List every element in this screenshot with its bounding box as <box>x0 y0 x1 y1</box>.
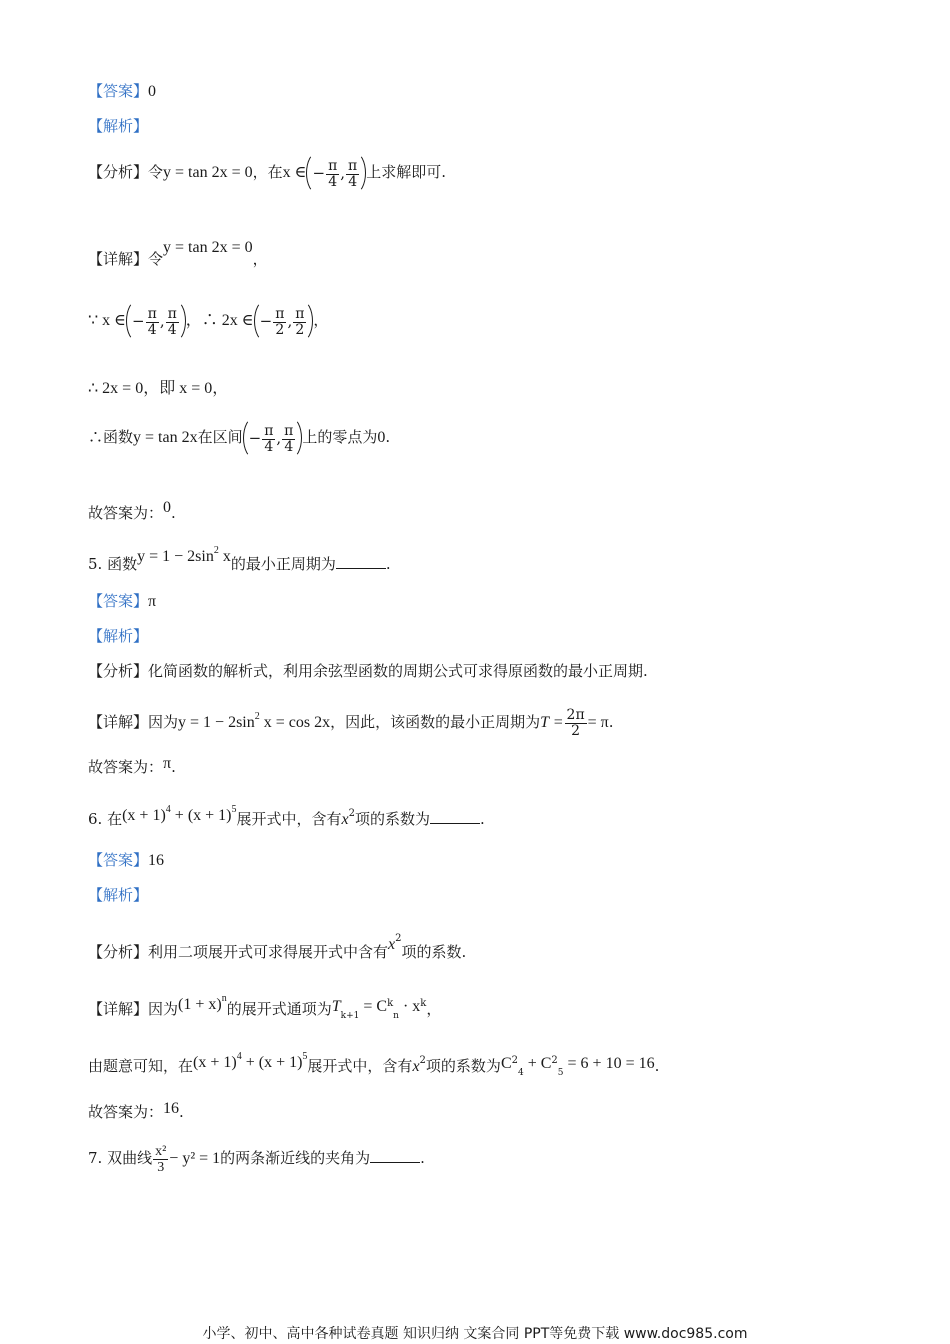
fraction-pi-2 <box>273 307 286 338</box>
q6-analysis-pre: 利用二项展开式可求得展开式中含有 <box>148 943 389 961</box>
q4-analysis-mid: ，在 <box>252 163 283 181</box>
minus-sign: − <box>248 429 262 447</box>
q4-detail-1-pre: 令 <box>148 250 164 268</box>
q6-line2-post: 项的系数为 <box>425 1057 501 1075</box>
q4-answer-value: 0 <box>148 83 157 100</box>
analysis-head-label: 【解析】 <box>88 627 149 645</box>
q4-analysis-head <box>88 115 148 137</box>
frac-den: 4 <box>147 321 157 338</box>
q4-detail-4-pre: ∴函数 <box>88 428 134 446</box>
final-label: 故答案为： <box>88 504 164 522</box>
fraction-pi-4 <box>282 424 295 455</box>
q6-plus: + <box>170 807 188 824</box>
q6-line2-plus2: + C <box>523 1055 552 1072</box>
detail-label: 【详解】 <box>88 1000 149 1018</box>
q5-stem-end: . <box>385 555 391 573</box>
q6-stem-x: x <box>341 811 349 828</box>
frac-den: 2 <box>571 722 581 739</box>
q4-detail-2b: ，∴ 2x ∈ <box>185 312 254 329</box>
answer-label: 【答案】 <box>88 82 149 100</box>
q5-detail-expr2: x = cos 2x <box>259 714 331 731</box>
q6-stem-post: 项的系数为 <box>355 810 431 828</box>
final-label: 故答案为： <box>88 758 164 776</box>
fraction-pi-4 <box>346 159 359 190</box>
q5-detail-mid: ，因此，该函数的最小正周期为 <box>330 713 541 731</box>
minus-sign: − <box>132 312 145 330</box>
q6-exp2: 5 <box>231 804 237 815</box>
q6-detail-C-sub: n <box>393 1011 399 1021</box>
answer-label: 【答案】 <box>88 592 149 610</box>
frac-num: π <box>284 422 294 439</box>
q4-analysis-expr: y = tan 2x = 0 <box>163 164 253 181</box>
q4-analysis-pre: 令 <box>148 163 164 181</box>
q4-final <box>88 497 176 524</box>
q4-detail-4-val: 0 <box>377 429 386 446</box>
q6-answer-value: 16 <box>148 852 165 869</box>
q6-analysis-x: x <box>388 936 396 953</box>
analysis-label: 【分析】 <box>88 943 149 961</box>
frac-den: 4 <box>348 173 358 190</box>
frac-den: 2 <box>295 321 305 338</box>
frac-num: π <box>275 305 285 322</box>
q6-detail-T: T <box>331 998 341 1015</box>
q6-line2-exp1: 4 <box>236 1051 242 1062</box>
q4-detail-4-end: . <box>385 428 391 446</box>
q6-detail-expr-main: (1 + x) <box>178 996 222 1013</box>
detail-label: 【详解】 <box>88 713 149 731</box>
q5-detail-pre: 因为 <box>148 713 179 731</box>
q4-detail-2a: ∵ x ∈ <box>88 312 127 329</box>
q6-detail-expr <box>178 993 227 1013</box>
q6-line2-pre: 由题意可知，在 <box>88 1057 194 1075</box>
q6-line2-expr2: (x + 1) <box>258 1054 303 1071</box>
q6-line2-C1-sub: 4 <box>517 1068 524 1078</box>
q5-detail-eq: = π <box>587 714 609 731</box>
q6-detail-2 <box>88 1046 659 1084</box>
q6-expr2: (x + 1) <box>187 807 232 824</box>
q4-detail-2c: ， <box>313 311 329 329</box>
q6-line2-result: = 6 + 10 = 16 <box>563 1055 655 1072</box>
q6-detail-eq: = C <box>359 998 388 1015</box>
q6-stem-x-exp: 2 <box>348 808 355 819</box>
fraction-pi-2 <box>293 307 306 338</box>
q4-detail-3 <box>88 377 228 400</box>
answer-blank <box>370 1148 420 1163</box>
q4-detail-1-post: ， <box>252 250 268 268</box>
frac-num: 2π <box>566 706 585 723</box>
comma: , <box>159 312 165 330</box>
q6-line2-x: x <box>412 1058 420 1075</box>
interval-neg-pi2-pi2 <box>254 300 314 342</box>
frac-num: π <box>328 157 338 174</box>
detail-label: 【详解】 <box>88 250 149 268</box>
frac-den: 4 <box>328 173 338 190</box>
q7-stem-expr: − y² = 1 <box>169 1150 221 1167</box>
q6-line2-end: . <box>654 1057 660 1075</box>
q5-answer-value: π <box>148 593 157 610</box>
q6-stem-pre: 6. 在 <box>88 810 123 828</box>
q6-detail-C-sup: k <box>387 998 394 1009</box>
minus-sign: − <box>312 164 326 182</box>
q6-line2-x-exp: 2 <box>419 1055 426 1066</box>
q6-analysis-post: 项的系数. <box>401 943 467 961</box>
frac-num: x² <box>155 1143 167 1159</box>
q6-detail-x-exp: k <box>420 998 427 1009</box>
q6-line2-C2-sub: 5 <box>557 1068 564 1078</box>
final-label: 故答案为： <box>88 1103 164 1121</box>
q4-detail-4-mid: 在区间 <box>197 428 243 446</box>
q5-detail-expr-main: y = 1 − 2sin <box>178 714 255 731</box>
q6-final-val: 16 <box>163 1100 180 1117</box>
q5-analysis-head <box>88 625 148 647</box>
q5-final-end: . <box>171 758 176 776</box>
q6-detail-end: ， <box>426 1000 442 1018</box>
q5-stem-post: 的最小正周期为 <box>230 555 336 573</box>
q4-detail-1 <box>88 237 268 270</box>
fraction-pi-4 <box>262 424 275 455</box>
comma: , <box>287 312 293 330</box>
fraction-x2-3 <box>153 1144 168 1175</box>
q6-stem-end: . <box>480 810 485 828</box>
q6-stem <box>88 799 485 831</box>
frac-den: 2 <box>275 321 285 338</box>
q5-detail-expr <box>178 711 331 731</box>
frac-den: 4 <box>167 321 177 338</box>
q4-final-val: 0 <box>163 499 172 516</box>
q6-expr1: (x + 1) <box>122 807 166 824</box>
analysis-head-label: 【解析】 <box>88 117 149 135</box>
fraction-pi-4 <box>326 159 339 190</box>
frac-num: π <box>264 422 274 439</box>
q5-stem-exp: 2 <box>213 545 219 556</box>
minus-sign: − <box>259 312 273 330</box>
frac-den: 4 <box>284 438 294 455</box>
q5-stem-var: x <box>218 548 231 565</box>
interval-neg-pi4-pi4 <box>243 417 303 459</box>
q5-stem-expr-main: y = 1 − 2sin <box>137 548 214 565</box>
q6-stem-expr <box>122 804 237 824</box>
q6-detail-1 <box>88 988 441 1027</box>
q6-line2-C1: C <box>500 1055 512 1072</box>
q5-detail-exp: 2 <box>254 711 260 722</box>
q6-detail-T-sub: k+1 <box>340 1011 360 1021</box>
q5-analysis-text: 化简函数的解析式，利用余弦型函数的周期公式可求得原函数的最小正周期. <box>148 662 648 680</box>
answer-label: 【答案】 <box>88 851 149 869</box>
q5-final-val: π <box>163 755 172 772</box>
q4-analysis-line <box>88 150 446 195</box>
q7-stem-post: 的两条渐近线的夹角为 <box>220 1149 371 1167</box>
q5-stem-expr <box>137 545 231 565</box>
q4-detail-1-expr: y = tan 2x = 0 <box>163 239 253 256</box>
q6-final-end: . <box>179 1103 184 1121</box>
q4-detail-4 <box>88 415 390 460</box>
comma: , <box>276 429 282 447</box>
q6-detail-exp: n <box>221 993 227 1004</box>
q6-line2-exp2: 5 <box>302 1051 308 1062</box>
q5-detail <box>88 695 614 745</box>
q6-line2-plus: + <box>241 1054 259 1071</box>
q6-detail-dot: · x <box>398 998 421 1015</box>
q7-stem-end: . <box>420 1149 425 1167</box>
comma: , <box>340 164 346 182</box>
frac-num: π <box>167 305 177 322</box>
q6-analysis-x-exp: 2 <box>395 933 402 944</box>
q7-stem <box>88 1136 425 1181</box>
frac-num: π <box>348 157 358 174</box>
q4-detail-4-expr: y = tan 2x <box>133 429 198 446</box>
answer-blank <box>430 809 480 824</box>
q5-detail-end: . <box>608 713 614 731</box>
q6-line2-expr1: (x + 1) <box>193 1054 237 1071</box>
analysis-label: 【分析】 <box>88 662 149 680</box>
q5-final <box>88 753 176 778</box>
q6-line2-mid: 展开式中，含有 <box>307 1057 413 1075</box>
fraction-pi-4 <box>166 307 179 338</box>
answer-blank <box>336 554 386 569</box>
fraction-pi-4 <box>146 307 159 338</box>
frac-den: 3 <box>157 1159 165 1175</box>
q5-answer-line <box>88 590 156 613</box>
q4-final-end: . <box>171 504 176 522</box>
q5-analysis-line <box>88 660 648 682</box>
q6-analysis-head <box>88 884 148 906</box>
q6-line2-C1-sup: 2 <box>511 1055 518 1066</box>
frac-num: π <box>295 305 305 322</box>
frac-den: 4 <box>264 438 274 455</box>
q5-stem-pre: 5. 函数 <box>88 555 138 573</box>
q6-exp1: 4 <box>165 804 171 815</box>
q6-final <box>88 1098 184 1123</box>
q6-line2-C2-sup: 2 <box>551 1055 558 1066</box>
q4-analysis-var: x ∈ <box>282 164 307 181</box>
q4-detail-4-post: 上的零点为 <box>302 428 378 446</box>
q7-stem-pre: 7. 双曲线 <box>88 1149 153 1167</box>
q4-answer-line <box>88 80 156 103</box>
q4-analysis-post: 上求解即可. <box>366 163 447 181</box>
q6-detail-pre: 因为 <box>148 1000 179 1018</box>
q6-analysis-line <box>88 928 466 963</box>
frac-num: π <box>147 305 157 322</box>
q5-stem <box>88 540 391 575</box>
fraction-2pi-2 <box>565 708 587 739</box>
analysis-head-label: 【解析】 <box>88 886 149 904</box>
q4-detail-3-text: ∴ 2x = 0，即 x = 0， <box>88 380 229 397</box>
q6-stem-mid: 展开式中，含有 <box>236 810 342 828</box>
q4-detail-2 <box>88 298 328 343</box>
interval-neg-pi4-pi4 <box>306 152 366 194</box>
q6-detail-mid: 的展开式通项为 <box>226 1000 332 1018</box>
interval-neg-pi4-pi4 <box>126 300 186 342</box>
q6-answer-line <box>88 849 164 872</box>
analysis-label: 【分析】 <box>88 163 149 181</box>
q6-line2-expr <box>193 1051 308 1071</box>
q5-detail-T: T = <box>540 714 564 731</box>
page-footer: 小学、初中、高中各种试卷真题 知识归纳 文案合同 PPT等免费下载 www.doc985.com <box>202 1326 748 1342</box>
